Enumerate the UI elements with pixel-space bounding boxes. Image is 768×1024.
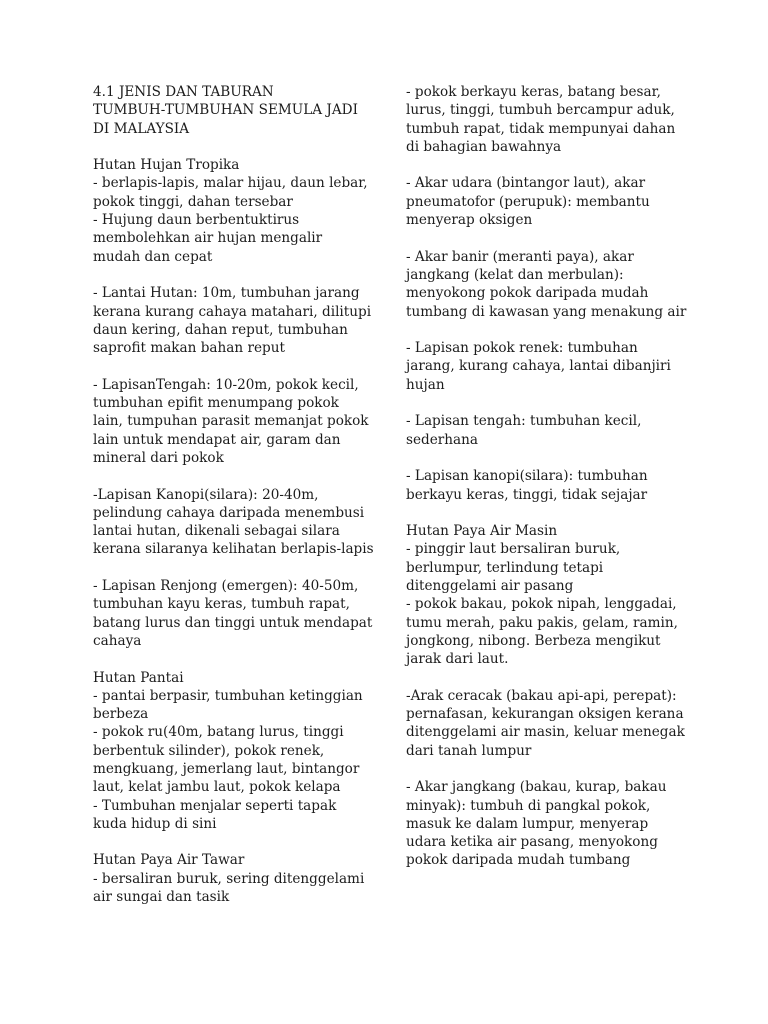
- paragraph-spacer: [93, 266, 368, 284]
- text-line: masuk ke dalam lumpur, menyerap: [406, 815, 649, 832]
- text-line: - Hujung daun berbentuktirus: [93, 212, 300, 229]
- paragraph-spacer: [93, 650, 368, 668]
- text-line: di bahagian bawahnya: [406, 138, 562, 155]
- text-line: sederhana: [406, 431, 478, 448]
- text-line: Hutan Paya Air Tawar: [93, 852, 245, 869]
- paragraph-hutan-paya-air-tawar: [93, 851, 368, 906]
- text-line: - Lapisan pokok renek: tumbuhan: [406, 340, 638, 357]
- text-line: pelindung cahaya daripada menembusi: [93, 504, 365, 521]
- text-line: lain, tumpuhan parasit memanjat pokok: [93, 413, 369, 430]
- text-line: tumu merah, paku pakis, gelam, ramin,: [406, 614, 678, 631]
- text-line: Hutan Hujan Tropika: [93, 157, 240, 174]
- text-line: ditenggelami air masin, keluar menegak: [406, 724, 685, 741]
- text-line: jarang, kurang cahaya, lantai dibanjiri: [406, 358, 671, 375]
- text-line: jongkong, nibong. Berbeza mengikut: [406, 632, 661, 649]
- paragraph-spacer: [93, 467, 368, 485]
- text-line: berbentuk silinder), pokok renek,: [93, 742, 325, 759]
- text-line: tumbuhan kayu keras, tumbuh rapat,: [93, 596, 350, 613]
- text-line: saprofit makan bahan reput: [93, 340, 285, 357]
- text-line: kuda hidup di sini: [93, 815, 217, 832]
- text-line: lurus, tinggi, tumbuh bercampur aduk,: [406, 102, 675, 119]
- paragraph-spacer: [406, 229, 696, 247]
- paragraph-lapisan-kanopi: [93, 486, 374, 559]
- text-line: - Akar banir (meranti paya), akar: [406, 248, 634, 265]
- text-line: batang lurus dan tinggi untuk mendapat: [93, 614, 373, 631]
- text-line: - pinggir laut bersaliran buruk,: [406, 541, 621, 558]
- text-line: - Lapisan tengah: tumbuhan kecil,: [406, 413, 642, 430]
- paragraph-hutan-pantai: [93, 669, 368, 834]
- text-line: berkayu keras, tinggi, tidak sejajar: [406, 486, 648, 503]
- paragraph-spacer: [406, 394, 696, 412]
- text-line: mineral dari pokok: [93, 449, 224, 466]
- text-line: pernafasan, kekurangan oksigen kerana: [406, 706, 684, 723]
- right-column: [406, 83, 696, 870]
- left-column: [93, 83, 374, 906]
- text-line: - LapisanTengah: 10-20m, pokok kecil,: [93, 376, 359, 393]
- text-line: laut, kelat jambu laut, pokok kelapa: [93, 779, 341, 796]
- text-line: - berlapis-lapis, malar hijau, daun lebar,: [93, 175, 368, 192]
- text-line: air sungai dan tasik: [93, 889, 230, 906]
- paragraph-hutan-hujan-tropika: [93, 156, 368, 266]
- text-line: - Lapisan kanopi(silara): tumbuhan: [406, 468, 648, 485]
- text-line: dari tanah lumpur: [406, 742, 532, 759]
- text-line: - pantai berpasir, tumbuhan ketinggian: [93, 687, 363, 704]
- paragraph-arak-ceracak: [406, 687, 696, 760]
- text-line: menyokong pokok daripada mudah: [406, 285, 649, 302]
- text-line: DI MALAYSIA: [93, 120, 190, 137]
- paragraph-pokok-berkayu: [406, 83, 696, 156]
- text-line: berlumpur, terlindung tetapi: [406, 559, 604, 576]
- text-line: mengkuang, jemerlang laut, bintangor: [93, 760, 360, 777]
- text-line: Hutan Pantai: [93, 669, 184, 686]
- paragraph-lapisan-kanopi-paya: [406, 467, 696, 504]
- paragraph-spacer: [93, 357, 368, 375]
- paragraph-spacer: [406, 669, 696, 687]
- paragraph-spacer: [406, 449, 696, 467]
- paragraph-lapisan-tengah-paya: [406, 412, 696, 449]
- text-line: pokok tinggi, dahan tersebar: [93, 193, 293, 210]
- paragraph-spacer: [93, 833, 368, 851]
- text-line: minyak): tumbuh di pangkal pokok,: [406, 797, 651, 814]
- text-line: - Lantai Hutan: 10m, tumbuhan jarang: [93, 285, 360, 302]
- text-line: - pokok berkayu keras, batang besar,: [406, 84, 661, 100]
- text-line: - bersaliran buruk, sering ditenggelami: [93, 870, 365, 887]
- text-line: udara ketika air pasang, menyokong: [406, 834, 658, 851]
- paragraph-spacer: [93, 559, 368, 577]
- text-line: ditenggelami air pasang: [406, 578, 574, 595]
- text-line: tumbuhan epifit menumpang pokok: [93, 395, 339, 412]
- text-line: cahaya: [93, 632, 142, 649]
- text-line: hujan: [406, 376, 445, 393]
- text-line: jarak dari laut.: [406, 651, 509, 668]
- text-line: 4.1 JENIS DAN TABURAN: [93, 84, 274, 100]
- paragraph-lapisan-renjong: [93, 577, 373, 650]
- paragraph-lapisan-pokok-renek: [406, 339, 696, 394]
- text-line: - Lapisan Renjong (emergen): 40-50m,: [93, 578, 359, 595]
- text-line: jangkang (kelat dan merbulan):: [406, 266, 624, 283]
- paragraph-akar-jangkang: [406, 778, 696, 869]
- text-line: TUMBUH-TUMBUHAN SEMULA JADI: [93, 102, 358, 119]
- text-line: pokok daripada mudah tumbang: [406, 852, 631, 869]
- text-line: tumbuh rapat, tidak mempunyai dahan: [406, 120, 676, 137]
- text-line: berbeza: [93, 706, 149, 723]
- text-line: -Arak ceracak (bakau api-api, perepat):: [406, 687, 677, 704]
- paragraph-spacer: [406, 760, 696, 778]
- text-line: daun kering, dahan reput, tumbuhan: [93, 321, 348, 338]
- paragraph-akar-banir: [406, 248, 696, 321]
- paragraph-hutan-paya-air-masin: [406, 522, 696, 668]
- text-line: - Akar jangkang (bakau, kurap, bakau: [406, 779, 667, 796]
- paragraph-heading: [93, 83, 368, 138]
- paragraph-lantai-hutan: [93, 284, 372, 357]
- text-line: membolehkan air hujan mengalir: [93, 230, 323, 247]
- text-line: menyerap oksigen: [406, 212, 533, 229]
- text-line: mudah dan cepat: [93, 248, 213, 265]
- text-line: - pokok ru(40m, batang lurus, tinggi: [93, 724, 344, 741]
- text-line: - Tumbuhan menjalar seperti tapak: [93, 797, 337, 814]
- text-line: Hutan Paya Air Masin: [406, 523, 558, 540]
- text-line: lantai hutan, dikenali sebagai silara: [93, 523, 340, 540]
- paragraph-akar-udara: [406, 174, 696, 229]
- text-line: - pokok bakau, pokok nipah, lenggadai,: [406, 596, 677, 613]
- paragraph-spacer: [406, 321, 696, 339]
- text-line: tumbang di kawasan yang menakung air: [406, 303, 687, 320]
- text-line: pneumatofor (perupuk): membantu: [406, 193, 650, 210]
- text-line: - Akar udara (bintangor laut), akar: [406, 175, 646, 192]
- text-line: lain untuk mendapat air, garam dan: [93, 431, 341, 448]
- paragraph-spacer: [406, 156, 696, 174]
- paragraph-spacer: [406, 504, 696, 522]
- paragraph-spacer: [93, 138, 368, 156]
- text-line: kerana kurang cahaya matahari, dilitupi: [93, 303, 372, 320]
- text-line: kerana silaranya kelihatan berlapis-lapis: [93, 541, 374, 558]
- paragraph-lapisan-tengah: [93, 376, 368, 467]
- text-line: -Lapisan Kanopi(silara): 20-40m,: [93, 486, 319, 503]
